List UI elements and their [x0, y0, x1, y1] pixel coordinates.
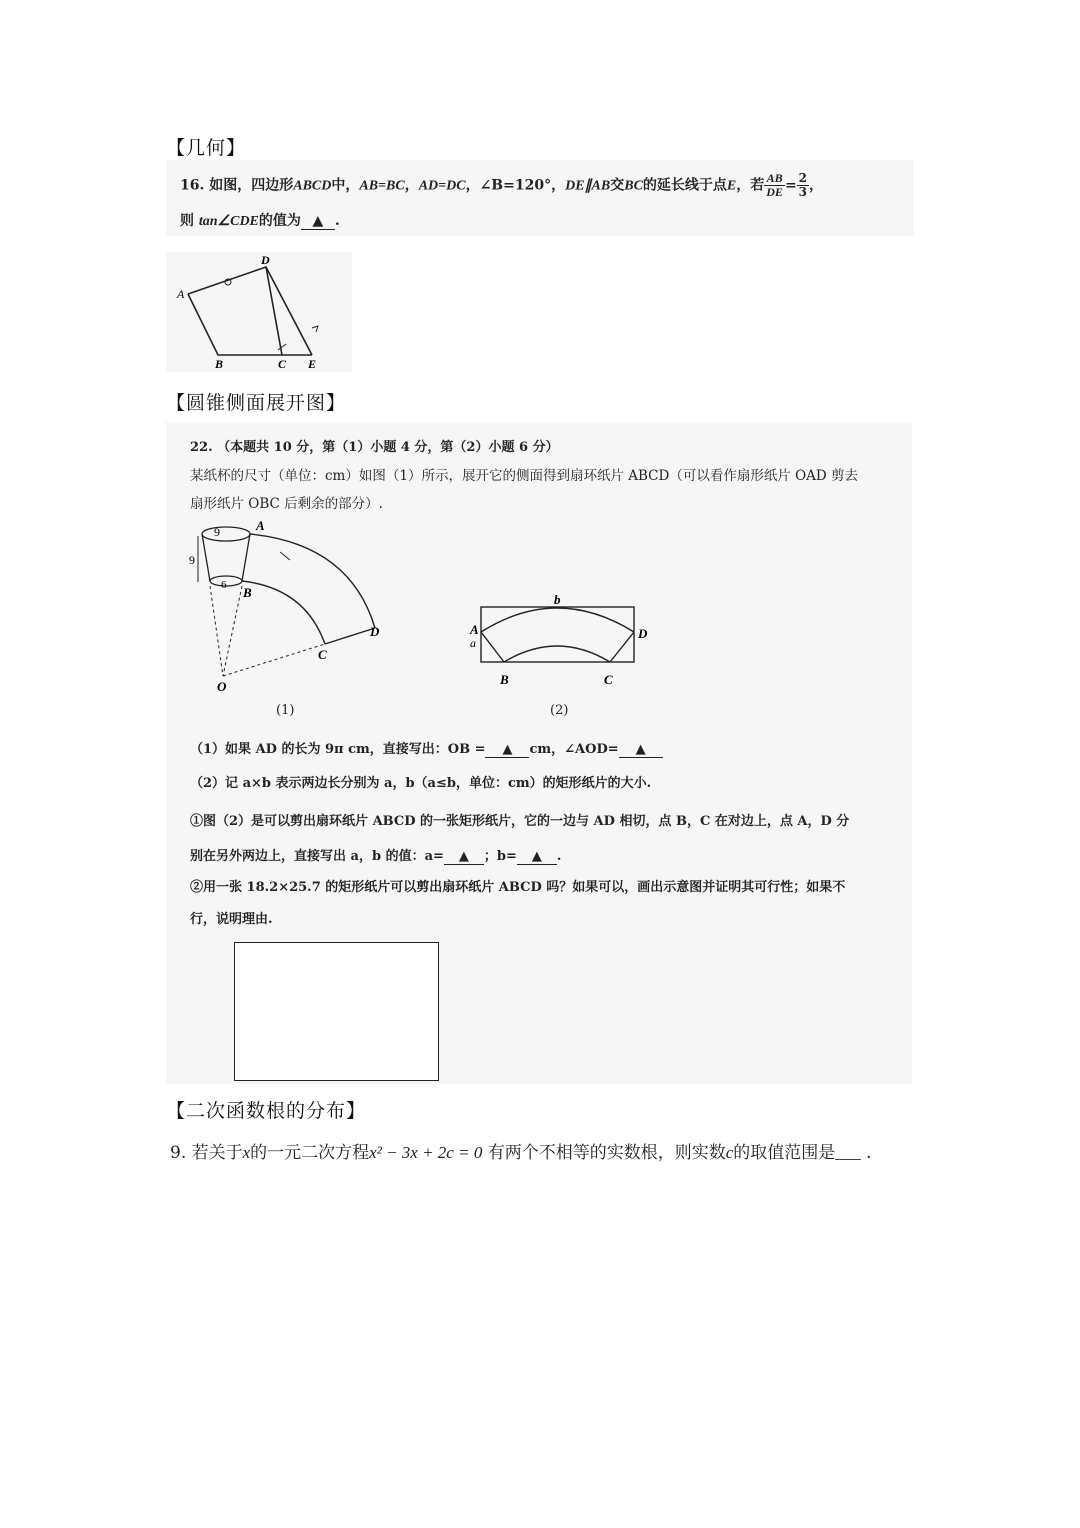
- dash-line-oc: [223, 644, 325, 676]
- q22-intro-line1: 某纸杯的尺寸（单位：cm）如图（1）所示，展开它的侧面得到扇环纸片 ABCD（可以看作扇形纸片 OAD 剪去: [190, 468, 859, 484]
- q22-fig1-caption: (1): [276, 703, 295, 718]
- dim-bottom-label: 6: [221, 579, 227, 591]
- fig1-label-c: C: [318, 647, 327, 662]
- q22-part1-blank-aod[interactable]: ▲: [619, 742, 663, 758]
- q16-line1: 16. 如图，四边形ABCD中，AB=BC，AD=DC，∠B=120°，DE∥AB交BC的延长线于点E，若 $\frac{AB}{DE}$ = $\frac{2}{3}$ ，: [180, 171, 824, 199]
- section-title-geometry: 【几何】: [166, 137, 247, 159]
- q9-answer-blank[interactable]: ___: [835, 1143, 861, 1162]
- q16-line-de: [266, 267, 312, 355]
- q16-tick-mark-e: [312, 326, 318, 332]
- arc-bc: [242, 581, 325, 644]
- q22-part2-1-line2: 别在另外两边上，直接写出 a，b 的值：a= ▲ ；b= ▲ .: [190, 849, 562, 864]
- q22-figure-1: [180, 516, 400, 726]
- fig2-label-b: B: [500, 672, 509, 687]
- fig2-rectangle: [481, 607, 634, 662]
- dash-line-left: [210, 586, 223, 676]
- fig2-label-b-side: b: [554, 592, 561, 607]
- fig2-segment-ab: [481, 632, 504, 662]
- q9-question: 9. 若关于x的一元二次方程x² − 3x + 2c = 0 有两个不相等的实数根，则实数c的取值范围是___ .: [170, 1143, 872, 1163]
- section-title-quadratic: 【二次函数根的分布】: [166, 1100, 367, 1122]
- q16-label-d: D: [261, 253, 270, 267]
- fig1-label-a: A: [256, 518, 265, 533]
- cup-left-side: [202, 534, 210, 581]
- q16-fraction-ab-de: $\frac{AB}{DE}$: [766, 171, 783, 199]
- q22-intro-line2: 扇形纸片 OBC 后剩余的部分）.: [190, 496, 383, 512]
- q16-quad-abcd: [188, 267, 282, 355]
- segment-cd: [325, 628, 375, 644]
- arc-tick: [280, 552, 290, 560]
- dim-side-label: 9: [189, 553, 195, 567]
- fig1-label-d: D: [370, 624, 380, 639]
- fig2-label-a-side: a: [470, 636, 476, 650]
- fig2-label-c: C: [604, 672, 613, 687]
- arc-ad: [250, 534, 375, 628]
- fig2-segment-dc: [610, 632, 634, 662]
- q16-quadrilateral-figure: [166, 252, 352, 372]
- q22-part2-2-line2: 行，说明理由.: [190, 912, 273, 927]
- cup-right-side: [242, 534, 250, 581]
- q22-blank-b[interactable]: ▲: [517, 849, 557, 865]
- q22-header: 22. （本题共 10 分，第（1）小题 4 分，第（2）小题 6 分）: [190, 440, 559, 455]
- fig2-label-a: A: [470, 622, 479, 637]
- q22-fig2-caption: (2): [550, 703, 569, 718]
- fig2-label-d: D: [638, 626, 648, 641]
- dim-top-label: 9: [214, 525, 220, 539]
- section-title-cone: 【圆锥侧面展开图】: [166, 392, 347, 414]
- q22-part2-1-line1: ①图（2）是可以剪出扇环纸片 ABCD 的一张矩形纸片，它的一边与 AD 相切，点 B，C 在对边上，点 A，D 分: [190, 814, 850, 829]
- fig2-arc-ad: [481, 608, 634, 632]
- q16-label-a: A: [177, 287, 185, 301]
- q22-answer-box[interactable]: [234, 942, 439, 1081]
- q22-blank-a[interactable]: ▲: [444, 849, 484, 865]
- fig1-label-o: O: [217, 679, 227, 694]
- fig2-arc-bc: [504, 646, 610, 662]
- q16-label-c: C: [278, 357, 287, 371]
- q22-part2-2-line1: ②用一张 18.2×25.7 的矩形纸片可以剪出扇环纸片 ABCD 吗？如果可以，画出示意图并证明其可行性；如果不: [190, 880, 846, 895]
- q22-part1-blank-ob[interactable]: ▲: [485, 742, 529, 758]
- q22-figure-2: [464, 590, 664, 690]
- fig1-label-b: B: [243, 585, 252, 600]
- q16-answer-blank[interactable]: ▲: [301, 213, 335, 230]
- q22-part1: （1）如果 AD 的长为 9π cm，直接写出：OB = ▲ cm，∠AOD= ▲: [190, 738, 663, 758]
- q16-tick-mark-c: [278, 344, 286, 350]
- q16-label-b: B: [215, 357, 224, 371]
- q22-part2: （2）记 a×b 表示两边长分别为 a，b（a≤b，单位：cm）的矩形纸片的大小.: [190, 776, 652, 791]
- cup-top-rim: [202, 527, 250, 541]
- q16-label-e: E: [308, 357, 317, 371]
- q16-line2: 则 tan∠CDE的值为 ▲ .: [180, 213, 340, 229]
- dash-line-right: [223, 586, 242, 676]
- q16-fraction-2-3: $\frac{2}{3}$: [798, 171, 808, 199]
- q9-equation: x² − 3x + 2c = 0: [369, 1143, 483, 1162]
